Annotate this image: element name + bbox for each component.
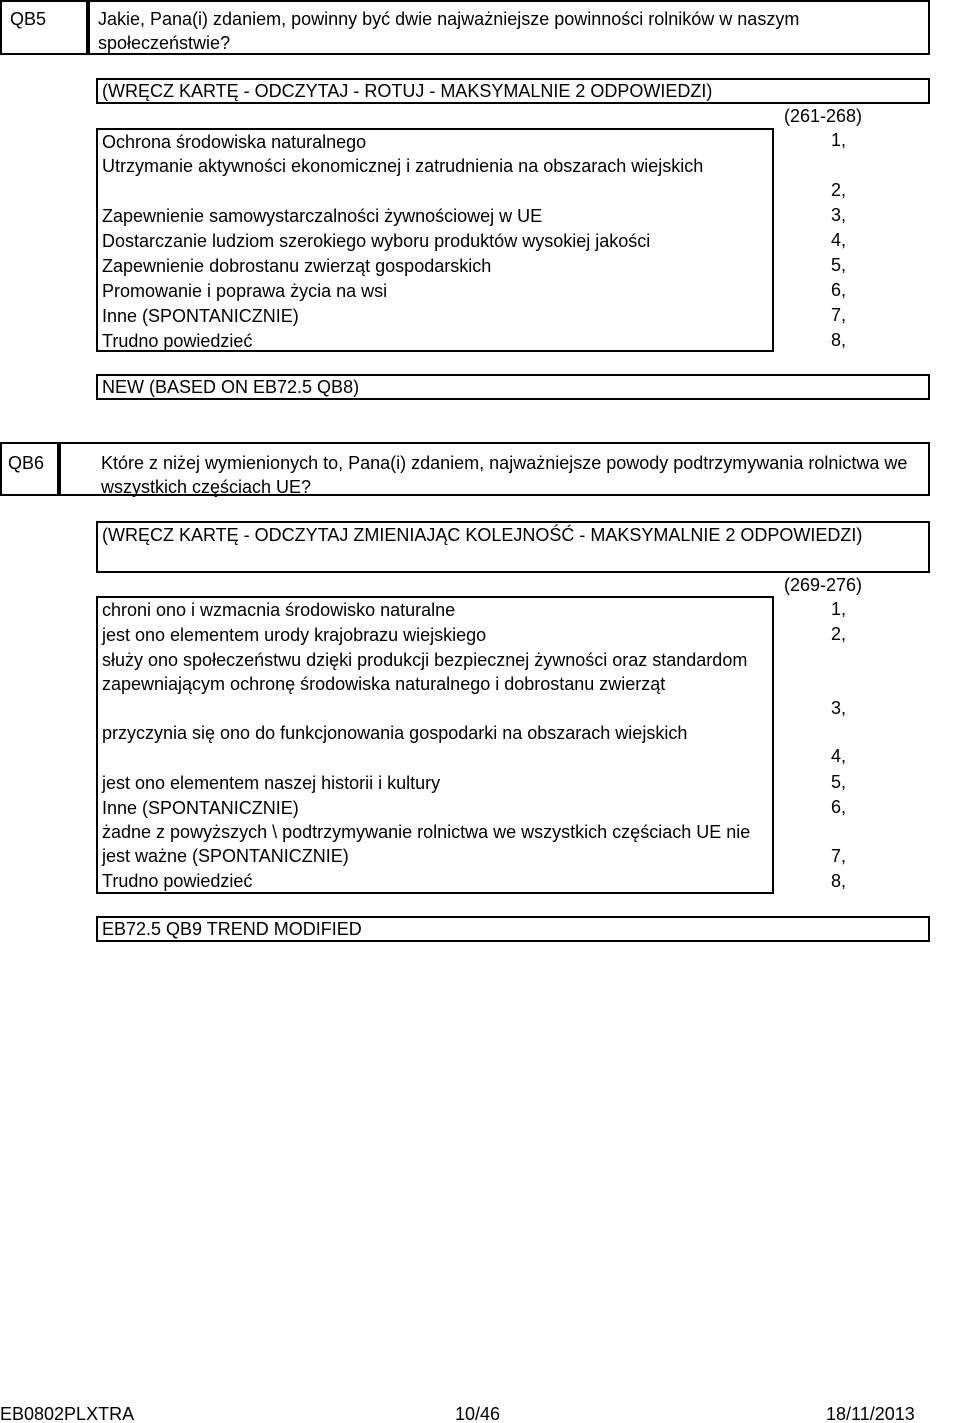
answer-label: chroni ono i wzmacnia środowisko naturalne [102,600,456,620]
source-note: NEW (BASED ON EB72.5 QB8) [96,374,930,400]
answer-label: Promowanie i poprawa życia na wsi [102,281,388,301]
answer-label: Ochrona środowiska naturalnego [102,132,367,152]
answer-code: 7, [830,305,846,325]
answer-code: 2, [830,180,846,200]
document-date: 18/11/2013 [826,1404,915,1423]
answer-label: Inne (SPONTANICZNIE) [102,798,299,818]
answer-label: Utrzymanie aktywności ekonomicznej i zatrudnienia na obszarach wiejskich [102,156,704,176]
page-number: 10/46 [455,1404,501,1423]
answer-code: 4, [830,230,846,250]
document-reference: EB0802PLXTRA [0,1404,135,1423]
question-code: QB6 [0,442,59,496]
answer-code: 8, [830,330,846,350]
answer-label: Zapewnienie dobrostanu zwierząt gospodarskich [102,256,492,276]
answer-code: 6, [830,280,846,300]
answer-code: 4, [830,746,846,766]
column-codes: (261-268) [783,106,862,126]
answer-code: 3, [830,698,846,718]
answer-code: 2, [830,624,846,644]
answer-label: żadne z powyższych \ podtrzymywanie rolnictwa we wszystkich częściach UE nie jest ważne (SPONTANICZNIE) [102,822,751,866]
question-code: QB5 [0,0,88,55]
answer-code: 5, [830,255,846,275]
answer-label: jest ono elementem naszej historii i kultury [102,773,441,793]
source-note: EB72.5 QB9 TREND MODIFIED [96,916,930,942]
answer-code: 8, [830,871,846,891]
answer-label: Trudno powiedzieć [102,871,253,891]
question-text: Jakie, Pana(i) zdaniem, powinny być dwie najważniejsze powinności rolników w naszym społeczeństwie? [88,0,930,55]
answer-label: Dostarczanie ludziom szerokiego wyboru produktów wysokiej jakości [102,231,651,251]
answer-label: przyczynia się ono do funkcjonowania gospodarki na obszarach wiejskich [102,723,688,743]
answer-list [96,128,774,352]
answer-label: Inne (SPONTANICZNIE) [102,306,299,326]
answer-code: 1, [830,130,846,150]
interviewer-instruction: (WRĘCZ KARTĘ - ODCZYTAJ - ROTUJ - MAKSYMALNIE 2 ODPOWIEDZI) [96,78,930,104]
interviewer-instruction: (WRĘCZ KARTĘ - ODCZYTAJ ZMIENIAJĄC KOLEJNOŚĆ - MAKSYMALNIE 2 ODPOWIEDZI) [96,521,930,573]
column-codes: (269-276) [783,575,862,595]
answer-label: jest ono elementem urody krajobrazu wiejskiego [102,625,487,645]
answer-label: Trudno powiedzieć [102,331,253,351]
answer-code: 6, [830,797,846,817]
answer-label: Zapewnienie samowystarczalności żywnościowej w UE [102,206,543,226]
answer-list [96,596,774,894]
answer-code: 1, [830,599,846,619]
answer-label: służy ono społeczeństwu dzięki produkcji bezpiecznej żywności oraz standardom zapewniającym ochronę środowiska naturalnego i dobrostanu zwierząt [102,650,748,694]
answer-code: 3, [830,205,846,225]
answer-code: 7, [830,846,846,866]
question-text: Które z niżej wymienionych to, Pana(i) zdaniem, najważniejsze powody podtrzymywania rolnictwa we wszystkich częściach UE? [59,442,930,496]
answer-code: 5, [830,772,846,792]
